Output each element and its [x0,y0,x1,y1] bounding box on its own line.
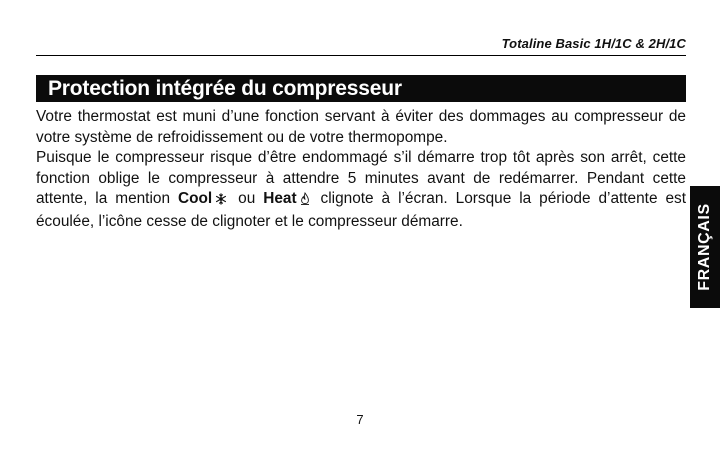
paragraph-2-or: ou [230,190,264,207]
section-heading: Protection intégrée du compresseur [36,75,686,102]
paragraph-2 [36,148,686,232]
snowflake-icon [215,191,227,212]
cool-label: Cool [177,190,213,207]
heat-label: Heat [263,190,297,207]
paragraph-1: Votre thermostat est muni d’une fonction servant à éviter des dommages au compresseur de votre système de refroidissement ou de votre thermopompe. [36,108,686,146]
body-text [36,107,686,232]
language-tab-label: FRANÇAIS [696,203,713,291]
paragraph-2-text-a: Puisque le compresseur risque d’être endommagé s’il démarre trop tôt après son arrêt, cette fonction oblige le compresseur à attendre 5 minutes avant de redémarrer. Pendant cette attente, la mention [36,149,686,207]
language-tab [690,186,720,308]
document-header: Totaline Basic 1H/1C & 2H/1C [501,36,686,51]
header-rule [36,55,686,56]
flame-icon [300,191,310,212]
paragraph-2-text-b: clignote à l’écran. Lorsque la période d’attente est écoulée, l’icône cesse de clignoter et le compresseur démarre. [36,190,687,230]
page-number: 7 [356,412,364,427]
